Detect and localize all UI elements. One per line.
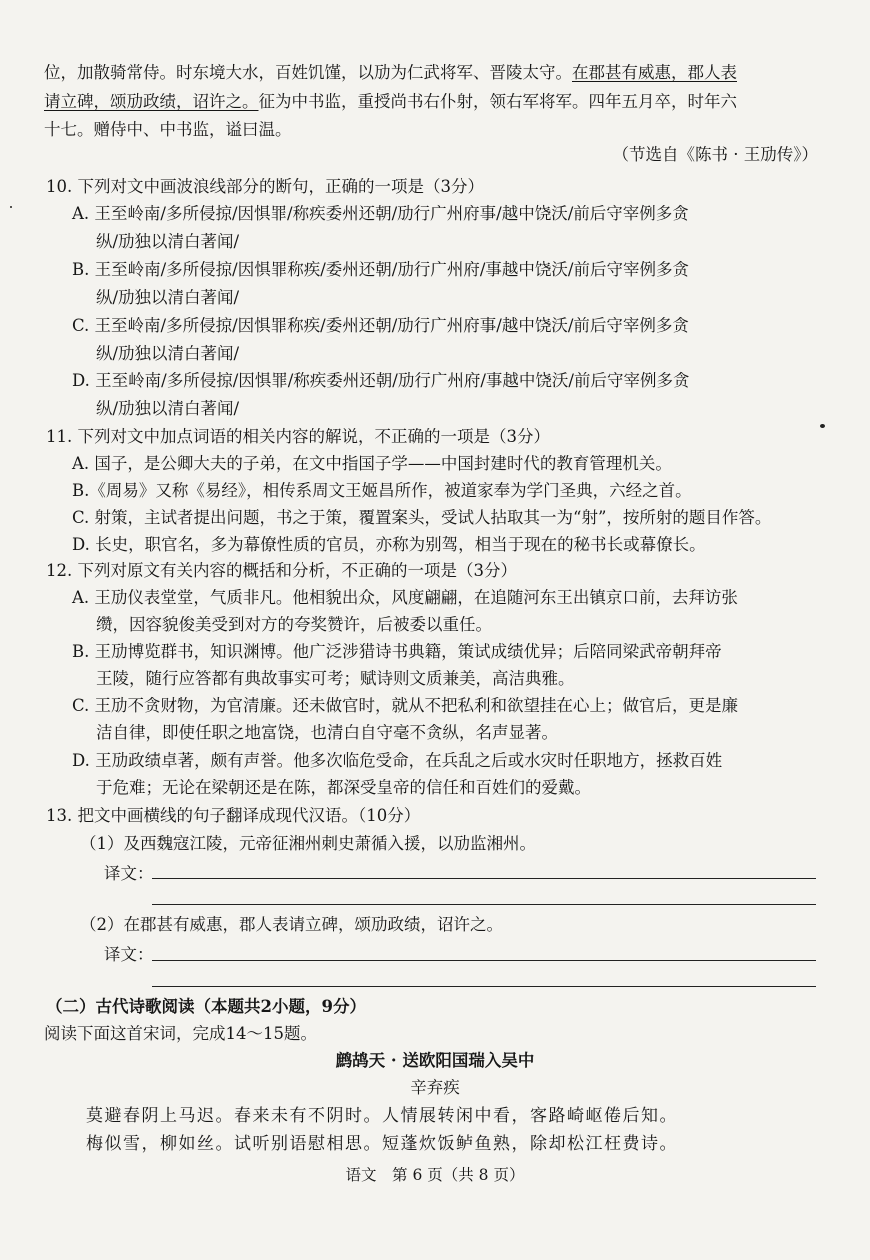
q12-stem: 12. 下列对原文有关内容的概括和分析，不正确的一项是（3分）: [46, 561, 517, 580]
poem-line-1: 莫避春阴上马迟。春来未有不阴时。人情展转闲中看，客路崎岖倦后知。: [86, 1106, 678, 1126]
q10-option-d: D. 王至岭南/多所侵掠/因惧罪/称疾委州还朝/劢行广州府/事越中饶沃/前后守宰例多贪: [72, 371, 690, 390]
q12-option-c: C. 王劢不贪财物，为官清廉。还未做官时，就从不把私利和欲望挂在心上；做官后，更是廉: [72, 696, 739, 715]
passage-source: （节选自《陈书 · 王劢传》）: [612, 145, 818, 164]
q13-sentence-1: （1）及西魏寇江陵，元帝征湘州刺史萧循入援，以劢监湘州。: [80, 834, 536, 853]
q12-option-b-cont: 王陵，随行应答都有典故事实可考；赋诗则文质兼美，高洁典雅。: [96, 669, 575, 688]
q12-option-c-cont: 洁自律，即使任职之地富饶，也清白自守毫不贪纵，名声显著。: [96, 723, 558, 742]
q13-answer-label-1: 译文：: [104, 864, 154, 883]
answer-line-1b[interactable]: [152, 904, 816, 905]
q10-option-d-cont: 纵/劢独以清白著闻/: [96, 399, 240, 418]
passage-line-3: 十七。赠侍中、中书监，谥曰温。: [44, 120, 292, 139]
page-footer: 语文 第 6 页（共 8 页）: [345, 1166, 525, 1184]
answer-line-1a[interactable]: [152, 878, 816, 879]
poem-title: 鹧鸪天 · 送欧阳国瑞入吴中: [335, 1051, 535, 1070]
scan-speck-small: [10, 206, 12, 208]
q11-option-c: C. 射策，主试者提出问题，书之于策，覆置案头，受试人拈取其一为“射”，按所射的题目作答。: [72, 508, 772, 527]
q13-sentence-2: （2）在郡甚有威惠，郡人表请立碑，颂劢政绩，诏许之。: [80, 915, 503, 934]
q10-option-c: C. 王至岭南/多所侵掠/因惧罪称疾/委州还朝/劢行广州府事/越中饶沃/前后守宰例多贪: [72, 316, 689, 335]
poem-line-2: 梅似雪，柳如丝。试听别语慰相思。短蓬炊饭鲈鱼熟，除却松江枉费诗。: [86, 1134, 678, 1154]
q11-option-b: B.《周易》又称《易经》，相传系周文王姬昌所作，被道家奉为学门圣典，六经之首。: [72, 481, 692, 500]
q11-stem: 11. 下列对文中加点词语的相关内容的解说，不正确的一项是（3分）: [46, 427, 550, 446]
underlined-sentence-part-2: 请立碑，颂劢政绩，诏许之。: [44, 92, 259, 111]
answer-line-2b[interactable]: [152, 986, 816, 987]
underlined-sentence-part-1: 在郡甚有威惠，郡人表: [572, 63, 737, 82]
q10-option-b: B. 王至岭南/多所侵掠/因惧罪称疾/委州还朝/劢行广州府/事越中饶沃/前后守宰例多贪: [72, 260, 689, 279]
q10-option-b-cont: 纵/劢独以清白著闻/: [96, 288, 240, 307]
passage-line-1: [44, 62, 737, 84]
answer-line-2a[interactable]: [152, 960, 816, 961]
passage-line-2: [44, 91, 737, 113]
section-heading: （二）古代诗歌阅读（本题共2小题，9分）: [46, 997, 366, 1016]
q10-option-a-cont: 纵/劢独以清白著闻/: [96, 232, 240, 251]
poem-author: 辛弃疾: [410, 1078, 460, 1097]
section-instruction: 阅读下面这首宋词，完成14～15题。: [44, 1024, 317, 1043]
passage-line-1-text: 位，加散骑常侍。时东境大水，百姓饥馑，以劢为仁武将军、晋陵太守。: [44, 63, 572, 82]
q12-option-a-cont: 缵，因容貌俊美受到对方的夸奖赞许，后被委以重任。: [96, 615, 492, 634]
scan-speck: [820, 424, 825, 428]
q13-answer-label-2: 译文：: [104, 945, 154, 964]
q11-option-a: A. 国子，是公卿大夫的子弟，在文中指国子学——中国封建时代的教育管理机关。: [72, 454, 672, 473]
q11-option-d: D. 长史，职官名，多为幕僚性质的官员，亦称为别驾，相当于现在的秘书长或幕僚长。: [72, 535, 706, 554]
q12-option-d-cont: 于危难；无论在梁朝还是在陈，都深受皇帝的信任和百姓们的爱戴。: [96, 778, 591, 797]
q10-option-a: A. 王至岭南/多所侵掠/因惧罪/称疾委州还朝/劢行广州府事/越中饶沃/前后守宰例多贪: [72, 204, 689, 223]
passage-line-2-text: 征为中书监，重授尚书右仆射，领右军将军。四年五月卒，时年六: [258, 92, 737, 111]
q12-option-d: D. 王劢政绩卓著，颇有声誉。他多次临危受命，在兵乱之后或水灾时任职地方，拯救百姓: [72, 751, 723, 770]
q12-option-b: B. 王劢博览群书，知识渊博。他广泛涉猎诗书典籍，策试成绩优异；后陪同梁武帝朝拜帝: [72, 642, 722, 661]
q10-stem: 10. 下列对文中画波浪线部分的断句，正确的一项是（3分）: [46, 177, 484, 196]
q13-stem: 13. 把文中画横线的句子翻译成现代汉语。（10分）: [46, 806, 421, 825]
q10-option-c-cont: 纵/劢独以清白著闻/: [96, 344, 240, 363]
q12-option-a: A. 王劢仪表堂堂，气质非凡。他相貌出众，风度翩翩，在追随河东王出镇京口前，去拜访张: [72, 588, 738, 607]
